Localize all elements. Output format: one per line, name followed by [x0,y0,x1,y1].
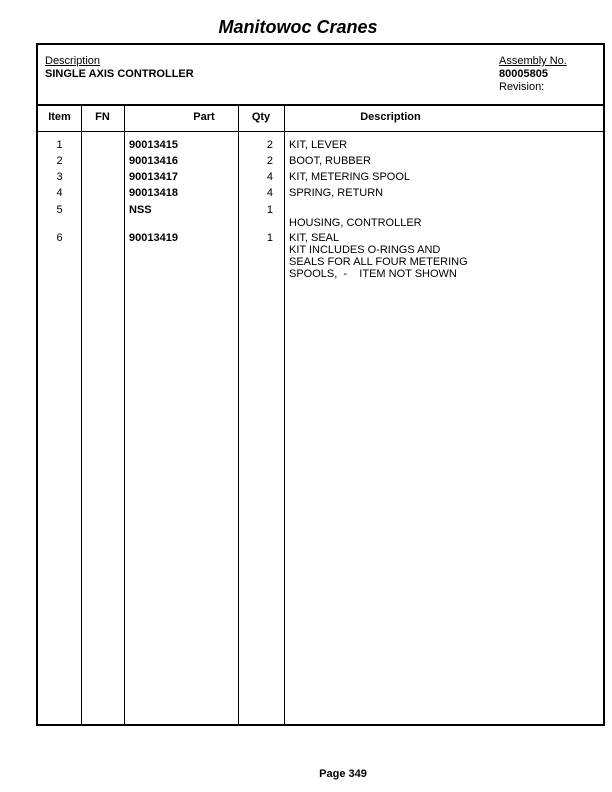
parts-table-body [38,131,603,724]
description-line: KIT, SEAL [289,232,340,244]
quantity: 2 [266,139,273,151]
document-title: Manitowoc Cranes [218,17,378,37]
description-value: SINGLE AXIS CONTROLLER [45,68,194,80]
description-line: SPRING, RETURN [289,187,384,199]
quantity: 4 [266,187,273,199]
description-line: KIT, METERING SPOOL [289,171,411,183]
part-number: 90013418 [129,187,178,199]
column-header-row [38,104,603,132]
part-description [289,204,599,229]
column-header-qty: Qty [251,111,271,123]
description-label: Description [45,55,101,67]
assembly-block [499,55,567,94]
quantity: 1 [266,232,273,244]
description-line: KIT INCLUDES O-RINGS AND [289,244,441,256]
description-line [289,204,599,216]
part-number: NSS [129,204,152,216]
assembly-label: Assembly No. [499,55,567,67]
item-number: 4 [56,187,63,199]
part-description [289,232,599,280]
item-number: 5 [56,204,63,216]
assembly-header [38,45,603,106]
description-line: KIT, LEVER [289,139,348,151]
revision-label: Revision: [499,81,545,93]
part-description [289,171,599,183]
description-block [45,55,194,81]
part-number: 90013416 [129,155,178,167]
parts-list-frame [36,43,605,726]
assembly-value: 80005805 [499,68,548,80]
item-number: 1 [56,139,63,151]
quantity: 1 [266,204,273,216]
quantity: 4 [266,171,273,183]
description-line: SEALS FOR ALL FOUR METERING [289,256,468,268]
item-number: 2 [56,155,63,167]
column-header-part: Part [193,111,215,123]
description-line: BOOT, RUBBER [289,155,371,167]
item-number: 6 [56,232,63,244]
part-description [289,139,599,151]
column-header-item: Item [48,111,71,123]
item-number: 3 [56,171,63,183]
page-number: Page 349 [319,768,367,780]
part-number: 90013417 [129,171,178,183]
part-description [289,155,599,167]
part-number: 90013419 [129,232,178,244]
column-header-fn: FN [95,111,110,123]
part-description [289,187,599,199]
quantity: 2 [266,155,273,167]
part-number: 90013415 [129,139,178,151]
description-line: HOUSING, CONTROLLER [289,217,422,229]
description-line: SPOOLS, - ITEM NOT SHOWN [289,268,457,280]
column-header-description: Description [360,111,421,123]
